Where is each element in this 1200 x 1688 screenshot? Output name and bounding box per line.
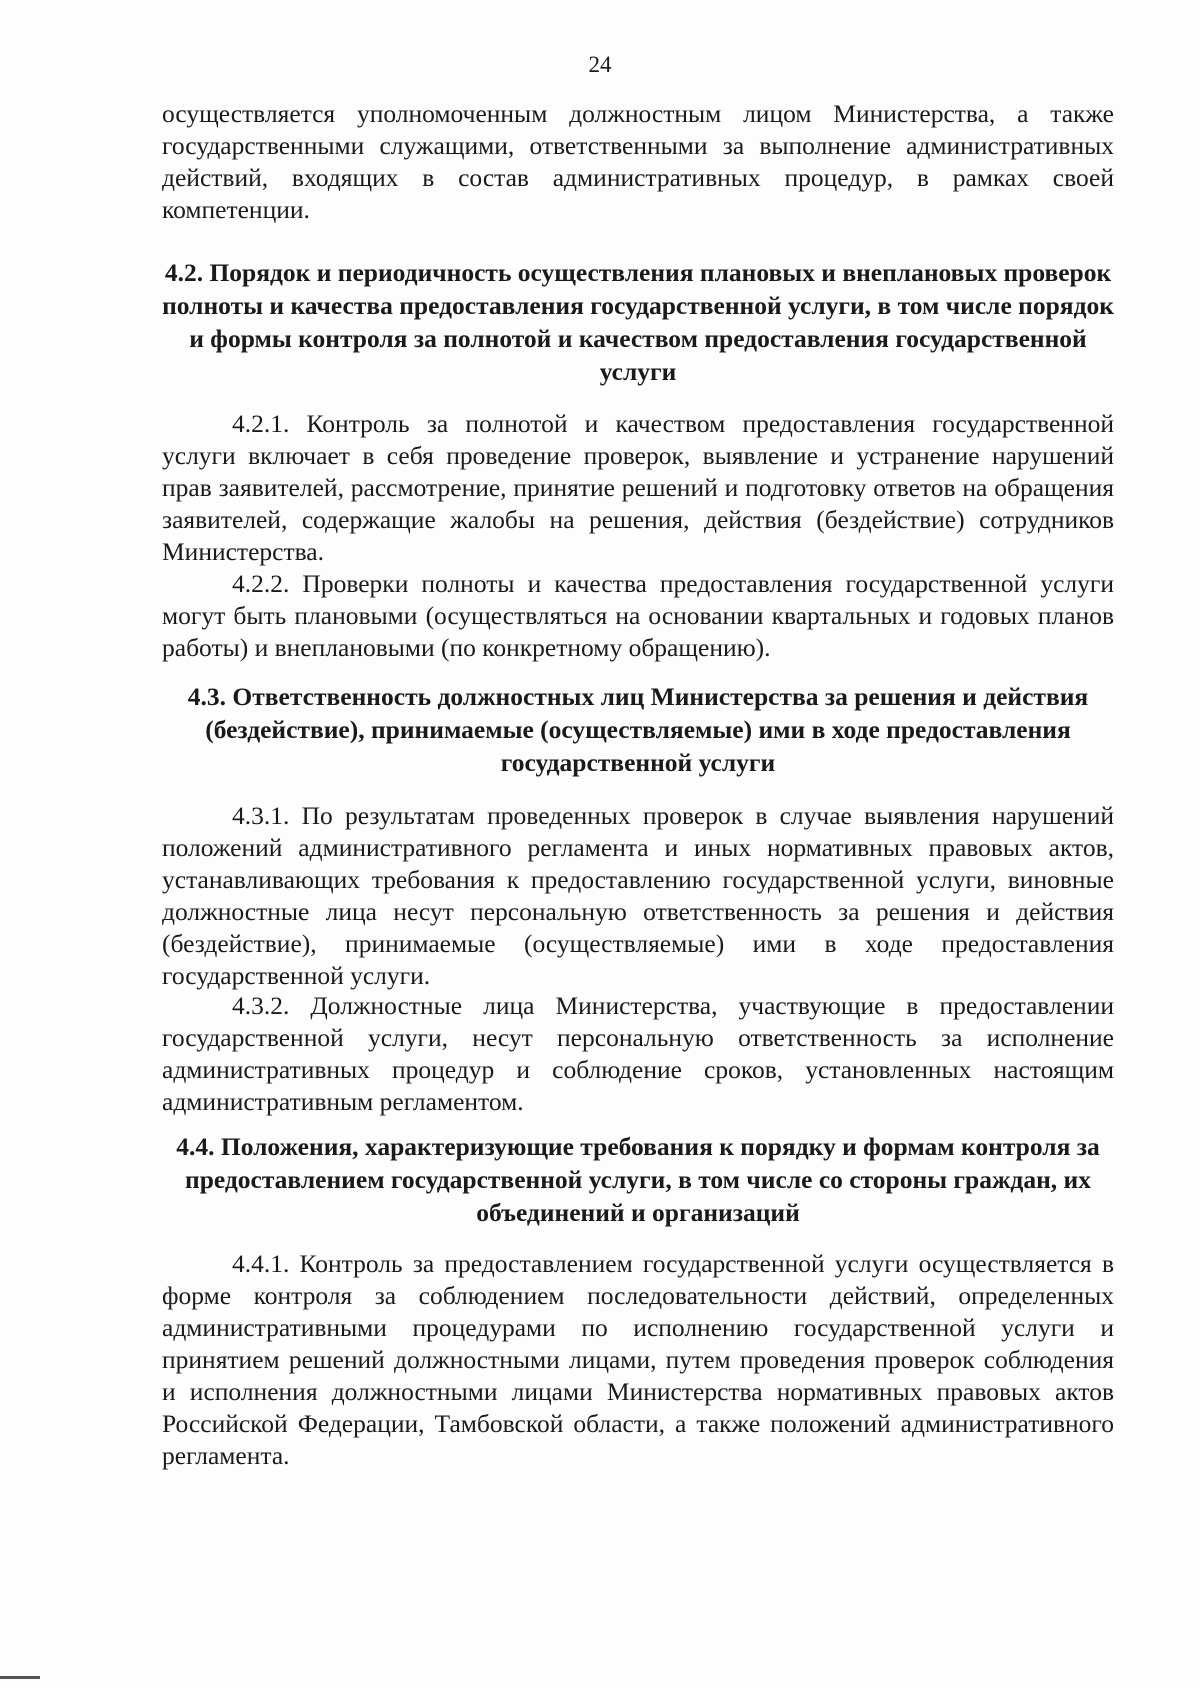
- intro-paragraph: осуществляется уполномоченным должностным лицом Министерства, а также государственными служащими, ответственными за выполнение административных действий, входящих в состав административных процедур, в рамках своей компетенции.: [162, 99, 1114, 224]
- section-4-4-heading: 4.4. Положения, характеризующие требования к порядку и формам контроля за предоставлением государственной услуги, в том числе со стороны граждан, их объединений и организаций: [176, 1132, 1100, 1227]
- section-4-3-heading: 4.3. Ответственность должностных лиц Министерства за решения и действия (бездействие), принимаемые (осуществляемые) ими в ходе предоставления государственной услуги: [187, 682, 1089, 777]
- paragraph-4-3-1: 4.3.1. По результатам проведенных проверок в случае выявления нарушений положений административного регламента и иных нормативных правовых актов, устанавливающих требования к предоставлению государственной услуги, виновные должностные лица несут персональную ответственность за решения и действия (бездействие), принимаемые (осуществляемые) ими в ходе предоставления государственной услуги.: [162, 801, 1114, 990]
- scan-edge-mark: [0, 1676, 40, 1679]
- section-4-2-heading: 4.2. Порядок и периодичность осуществления плановых и внеплановых проверок полноты и качества предоставления государственной услуги, в том числе порядок и формы контроля за полнотой и качеством предоставления государственной услуги: [162, 258, 1114, 386]
- paragraph-4-2-1: 4.2.1. Контроль за полнотой и качеством предоставления государственной услуги включает в себя проведение проверок, выявление и устранение нарушений прав заявителей, рассмотрение, принятие решений и подготовку ответов на обращения заявителей, содержащие жалобы на решения, действия (бездействие) сотрудников Министерства.: [162, 409, 1114, 566]
- page-number: 24: [588, 52, 612, 77]
- paragraph-4-3-2: 4.3.2. Должностные лица Министерства, участвующие в предоставлении государственной услуги, несут персональную ответственность за исполнение административных процедур и соблюдение сроков, установленных настоящим административным регламентом.: [162, 991, 1114, 1116]
- paragraph-4-4-1: 4.4.1. Контроль за предоставлением государственной услуги осуществляется в форме контроля за соблюдением последовательности действий, определенных административными процедурами по исполнению государственной услуги и принятием решений должностными лицами, путем проведения проверок соблюдения и исполнения должностными лицами Министерства нормативных правовых актов Российской Федерации, Тамбовской области, а также положений административного регламента.: [162, 1249, 1114, 1470]
- paragraph-4-2-2: 4.2.2. Проверки полноты и качества предоставления государственной услуги могут быть плановыми (осуществляться на основании квартальных и годовых планов работы) и внеплановыми (по конкретному обращению).: [162, 569, 1114, 662]
